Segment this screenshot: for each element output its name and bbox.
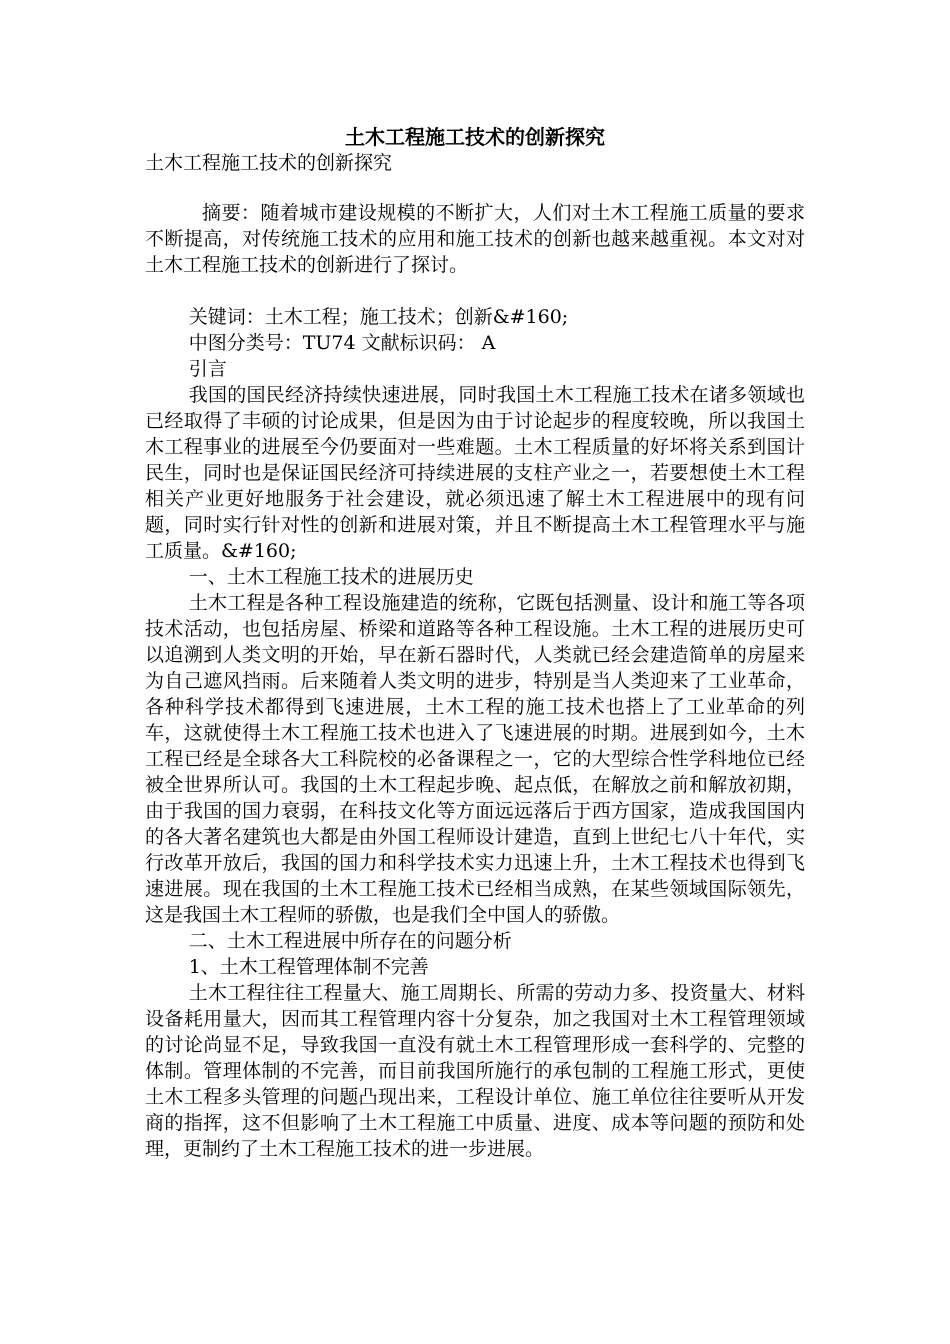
intro-heading: 引言: [188, 358, 227, 380]
document-subtitle: 土木工程施工技术的创新探究: [145, 152, 393, 174]
subsection1-heading: 1、土木工程管理体制不完善: [188, 956, 429, 978]
section1-paragraph: 土木工程是各种工程设施建造的统称，它既包括测量、设计和施工等各项技术活动，也包括房屋、桥梁和道路等各种工程设施。土木工程的进展历史可以追溯到人类文明的开始，早在新石器时代，人类就已经会建造简单的房屋来为自己遮风挡雨。后来随着人类文明的进步，特别是当人类迎来了工业革命，各种科学技术都得到飞速进展，土木工程的施工技术也搭上了工业革命的列车，这就使得土木工程施工技术也进入了飞速进展的时期。进展到如今，土木工程已经是全球各大工科院校的必备课程之一，它的大型综合性学科地位已经被全世界所认可。我国的土木工程起步晚、起点低，在解放之前和解放初期，由于我国的国力衰弱，在科技文化等方面远远落后于西方国家，造成我国国内的各大著名建筑也大都是由外国工程师设计建造，直到上世纪七八十年代，实行改革开放后，我国的国力和科学技术实力迅速上升，土木工程技术也得到飞速进展。现在我国的土木工程施工技术已经相当成熟，在某些领域国际领先，这是我国土木工程师的骄傲，也是我们全中国人的骄傲。: [145, 592, 805, 926]
classification-line: 中图分类号：TU74 文献标识码： A: [188, 332, 496, 354]
document-title: 土木工程施工技术的创新探究: [345, 125, 605, 149]
document-body: [145, 200, 805, 1162]
abstract-paragraph: 摘要：随着城市建设规模的不断扩大，人们对土木工程施工质量的要求不断提高，对传统施工技术的应用和施工技术的创新也越来越重视。本文对对土木工程施工技术的创新进行了探讨。: [145, 202, 805, 276]
intro-paragraph: 我国的国民经济持续快速进展，同时我国土木工程施工技术在诸多领域也已经取得了丰硕的讨论成果，但是因为由于讨论起步的程度较晚，所以我国土木工程事业的进展至今仍要面对一些难题。土木工程质量的好坏将关系到国计民生，同时也是保证国民经济可持续进展的支柱产业之一，若要想使土木工程相关产业更好地服务于社会建设，就必须迅速了解土木工程进展中的现有问题，同时实行针对性的创新和进展对策，并且不断提高土木工程管理水平与施工质量。&#160;: [145, 384, 805, 562]
subsection1-paragraph: 土木工程往往工程量大、施工周期长、所需的劳动力多、投资量大、材料设备耗用量大，因而其工程管理内容十分复杂，加之我国对土木工程管理领域的讨论尚显不足，导致我国一直没有就土木工程管理形成一套科学的、完整的体制。管理体制的不完善，而目前我国所施行的承包制的工程施工形式，更使土木工程多头管理的问题凸现出来，工程设计单位、施工单位往往要听从开发商的指挥，这不但影响了土木工程施工中质量、进度、成本等问题的预防和处理，更制约了土木工程施工技术的进一步进展。: [145, 982, 805, 1160]
section2-heading: 二、土木工程进展中所存在的问题分析: [188, 930, 512, 952]
section1-heading: 一、土木工程施工技术的进展历史: [188, 566, 474, 588]
keywords-line: 关键词：土木工程；施工技术；创新&#160;: [188, 306, 569, 328]
